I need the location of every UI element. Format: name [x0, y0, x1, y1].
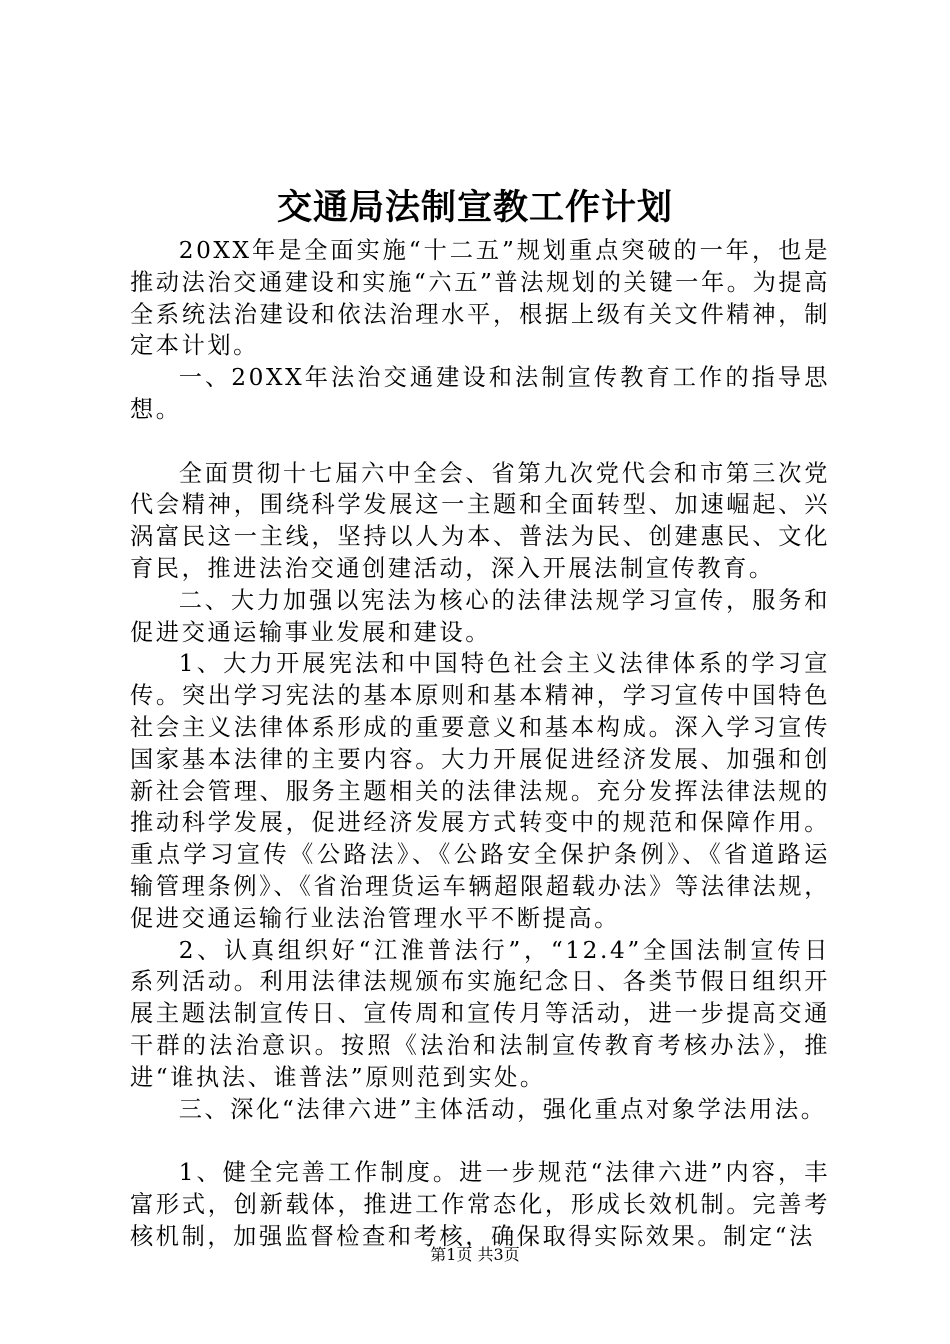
paragraph-item-2: 2、认真组织好“江淮普法行”，“12.4”全国法制宣传日系列活动。利用法律法规颁布实施纪念日、各类节假日组织开展主题法制宣传日、宣传周和宣传月等活动，进一步提高交通干群的法治意识。按照《法治和法制宣传教育考核办法》，推进“谁执法、谁普法”原则范到实处。 [130, 936, 830, 1091]
paragraph-section3-item-1: 1、健全完善工作制度。进一步规范“法律六进”内容，丰富形式，创新载体，推进工作常态化，形成长效机制。完善考核机制，加强监督检查和考核，确保取得实际效果。制定“法 [130, 1159, 830, 1250]
paragraph-heading-3: 三、深化“法律六进”主体活动，强化重点对象学法用法。 [178, 1095, 827, 1123]
document-body [130, 235, 830, 1253]
paragraph-item-1: 1、大力开展宪法和中国特色社会主义法律体系的学习宣传。突出学习宪法的基本原则和基本精神，学习宣传中国特色社会主义法律体系形成的重要意义和基本构成。深入学习宣传国家基本法律的主要内容。大力开展促进经济发展、加强和创新社会管理、服务主题相关的法律法规。充分发挥法律法规的推动科学发展，促进经济发展方式转变中的规范和保障作用。重点学习宣传《公路法》、《公路安全保护条例》、《省道路运输管理条例》、《省治理货运车辆超限超载办法》等法律法规，促进交通运输行业法治管理水平不断提高。 [130, 650, 830, 932]
paragraph-guiding-thought: 全面贯彻十七届六中全会、省第九次党代会和市第三次党代会精神，围绕科学发展这一主题和全面转型、加速崛起、兴涡富民这一主线，坚持以人为本、普法为民、创建惠民、文化育民，推进法治交通创建活动，深入开展法制宣传教育。 [130, 459, 830, 582]
document-title: 交通局法制宣教工作计划 [276, 187, 673, 228]
page-footer: 第1页 共3页 [430, 1245, 520, 1264]
paragraph-heading-1: 一、20XX年法治交通建设和法制宣传教育工作的指导思想。 [130, 364, 830, 423]
paragraph-intro: 20XX年是全面实施“十二五”规划重点突破的一年，也是推动法治交通建设和实施“六五”普法规划的关键一年。为提高全系统法治建设和依法治理水平，根据上级有关文件精神，制定本计划。 [130, 237, 830, 360]
paragraph-heading-2: 二、大力加强以宪法为核心的法律法规学习宣传，服务和促进交通运输事业发展和建设。 [130, 586, 830, 646]
